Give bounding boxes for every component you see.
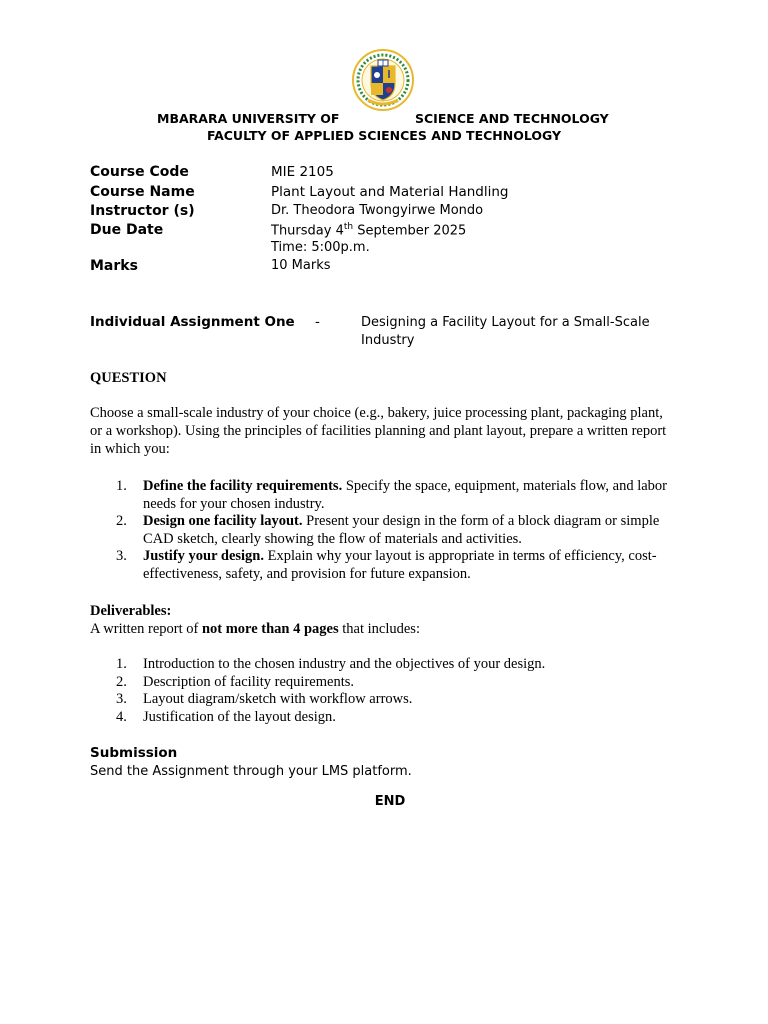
list-item [90, 548, 670, 583]
list-item [90, 513, 670, 548]
assignment-dash: - [315, 314, 320, 330]
deliverables-intro-bold: not more than 4 pages [201, 621, 339, 637]
question-heading: QUESTION [90, 370, 167, 386]
list-item [90, 674, 670, 692]
due-date-suffix: September 2025 [353, 223, 467, 239]
submission-heading: Submission [90, 745, 178, 761]
list-item-text: Specify the space, equipment, materials flow, and labor needs for your chosen industry. [143, 478, 668, 512]
list-item-number: 3. [116, 548, 127, 564]
course-name-value: Plant Layout and Material Handling [271, 184, 509, 200]
deliverables-intro-suffix: that includes: [338, 621, 420, 637]
list-item-text: Description of facility requirements. [143, 673, 354, 690]
deliverables-heading: Deliverables: [90, 603, 172, 619]
due-date-label: Due Date [90, 222, 164, 238]
assignment-topic: Designing a Facility Layout for a Small-Scale Industry [361, 315, 650, 348]
list-item-number: 3. [116, 691, 127, 707]
course-name-label: Course Name [90, 184, 195, 200]
list-item-number: 2. [116, 673, 127, 690]
list-item-number: 1. [116, 656, 127, 672]
course-code-value: MIE 2105 [271, 164, 334, 180]
assignment-label: Individual Assignment One [90, 314, 295, 330]
list-item-text: Explain why your layout is appropriate in terms of efficiency, cost-effectiveness, safety, and provision for future expansion. [143, 548, 657, 582]
list-item-text: Justification of the layout design. [143, 708, 336, 725]
due-time-value: Time: 5:00p.m. [271, 240, 370, 255]
list-item-bold: Justify your design. [143, 548, 264, 564]
question-list [90, 478, 670, 583]
list-item-number: 4. [116, 708, 127, 725]
list-item-text: Layout diagram/sketch with workflow arrows. [143, 691, 413, 707]
university-crest-icon [352, 48, 414, 112]
list-item [90, 656, 670, 674]
university-name-right: SCIENCE AND TECHNOLOGY [415, 111, 609, 126]
list-item-number: 2. [116, 513, 127, 529]
deliverables-list [90, 656, 670, 726]
list-item [90, 709, 670, 727]
list-item-bold: Design one facility layout. [143, 513, 303, 529]
end-marker: END [374, 794, 406, 809]
deliverables-intro [90, 621, 420, 638]
due-date-sup: th [343, 222, 354, 232]
question-intro: Choose a small-scale industry of your choice (e.g., bakery, juice processing plant, packaging plant, or a workshop). Using the principles of facilities planning and plant layout, prepare a written report in which you: [90, 405, 667, 457]
submission-text: Send the Assignment through your LMS platform. [90, 764, 412, 779]
list-item [90, 478, 670, 513]
university-name-left: MBARARA UNIVERSITY OF [157, 111, 340, 126]
marks-value: 10 Marks [271, 258, 331, 273]
list-item-bold: Define the facility requirements. [143, 478, 343, 494]
course-code-label: Course Code [90, 164, 189, 180]
list-item-number: 1. [116, 478, 127, 494]
faculty-name: FACULTY OF APPLIED SCIENCES AND TECHNOLOGY [206, 128, 562, 143]
marks-label: Marks [90, 258, 138, 274]
list-item-text: Introduction to the chosen industry and the objectives of your design. [143, 656, 546, 672]
due-date-prefix: Thursday 4 [271, 223, 344, 239]
deliverables-intro-prefix: A written report of [90, 621, 202, 637]
instructor-value: Dr. Theodora Twongyirwe Mondo [271, 203, 484, 218]
list-item [90, 691, 670, 709]
due-date-value [271, 222, 466, 238]
instructor-label: Instructor (s) [90, 203, 195, 219]
list-item-text: Present your design in the form of a block diagram or simple CAD sketch, clearly showing the flow of materials and activities. [143, 513, 660, 547]
